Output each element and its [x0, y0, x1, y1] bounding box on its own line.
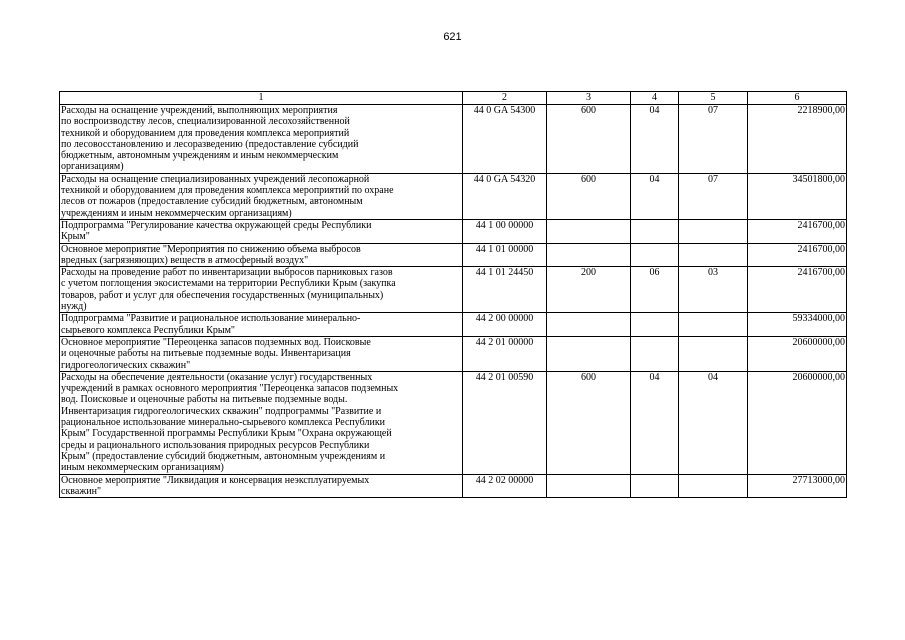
row-rz-cell: [631, 243, 679, 267]
table-row: [60, 474, 847, 498]
table-row: [60, 371, 847, 474]
row-sum-cell: 2416700,00: [748, 267, 847, 313]
row-name-cell: Подпрограмма "Регулирование качества окружающей среды Республики Крым": [60, 219, 463, 243]
row-name-cell: Расходы на обеспечение деятельности (оказание услуг) государственных учреждений в рамках основного мероприятия "Переоценка запасов подземных вод. Поисковые и оценочные работы на питьевые подземные воды. Инвентаризация гидрогеологических скважин" подпрограммы "Развитие и рациональное использование минерально-сырьевого комплекса Республики Крым" Государственной программы Республики Крым "Охрана окружающей среды и рационального использования природных ресурсов Республики Крым" (предоставление субсидий бюджетным, автономным учреждениям и иным некоммерческим организациям): [60, 371, 463, 474]
table-row: [60, 336, 847, 371]
row-rz-cell: 04: [631, 173, 679, 219]
table-row: [60, 243, 847, 267]
row-name-cell: Расходы на проведение работ по инвентаризации выбросов парниковых газов с учетом поглощения экосистемами на территории Республики Крым (закупка товаров, работ и услуг для обеспечения государственных (муниципальных) нужд): [60, 267, 463, 313]
row-pr-cell: [679, 474, 748, 498]
row-name-cell: Основное мероприятие "Переоценка запасов подземных вод. Поисковые и оценочные работы на питьевые подземные воды. Инвентаризация гидрогеологических скважин": [60, 336, 463, 371]
table-row: [60, 313, 847, 337]
row-code-cell: 44 2 01 00000: [463, 336, 547, 371]
row-name-cell: Расходы на оснащение учреждений, выполняющих мероприятия по воспроизводству лесов, специализированной лесохозяйственной техникой и оборудованием для проведения комплекса мероприятий по лесовосстановлению и лесоразведению (предоставление субсидий бюджетным, автономным учреждениям и иным некоммерческим организациям): [60, 105, 463, 174]
column-header-pr: 5: [679, 92, 748, 105]
row-name-cell: Основное мероприятие "Ликвидация и консервация неэксплуатируемых скважин": [60, 474, 463, 498]
row-rz-cell: [631, 313, 679, 337]
column-header-rz: 4: [631, 92, 679, 105]
row-pr-cell: [679, 243, 748, 267]
row-sum-cell: 27713000,00: [748, 474, 847, 498]
row-sum-cell: 20600000,00: [748, 336, 847, 371]
row-pr-cell: 04: [679, 371, 748, 474]
row-code-cell: 44 0 GA 54300: [463, 105, 547, 174]
row-vr-cell: 600: [547, 173, 631, 219]
row-vr-cell: 600: [547, 105, 631, 174]
row-code-cell: 44 1 00 00000: [463, 219, 547, 243]
row-pr-cell: 07: [679, 105, 748, 174]
row-code-cell: 44 0 GA 54320: [463, 173, 547, 219]
row-pr-cell: [679, 313, 748, 337]
column-header-vr: 3: [547, 92, 631, 105]
row-pr-cell: 03: [679, 267, 748, 313]
page-number: 621: [443, 31, 462, 43]
row-code-cell: 44 2 02 00000: [463, 474, 547, 498]
row-sum-cell: 2218900,00: [748, 105, 847, 174]
row-pr-cell: 07: [679, 173, 748, 219]
row-vr-cell: [547, 219, 631, 243]
row-name-cell: Подпрограмма "Развитие и рациональное использование минерально- сырьевого комплекса Республики Крым": [60, 313, 463, 337]
column-header-name: 1: [60, 92, 463, 105]
row-rz-cell: 04: [631, 105, 679, 174]
row-rz-cell: [631, 474, 679, 498]
row-sum-cell: 2416700,00: [748, 219, 847, 243]
row-code-cell: 44 1 01 24450: [463, 267, 547, 313]
row-pr-cell: [679, 219, 748, 243]
row-vr-cell: [547, 313, 631, 337]
row-pr-cell: [679, 336, 748, 371]
row-code-cell: 44 1 01 00000: [463, 243, 547, 267]
row-name-cell: Расходы на оснащение специализированных учреждений лесопожарной техникой и оборудованием для проведения комплекса мероприятий по охране лесов от пожаров (предоставление субсидий бюджетным, автономным учреждениям и иным некоммерческим организациям): [60, 173, 463, 219]
row-sum-cell: 2416700,00: [748, 243, 847, 267]
table-row: [60, 173, 847, 219]
column-header-code: 2: [463, 92, 547, 105]
table-row: [60, 105, 847, 174]
row-vr-cell: 200: [547, 267, 631, 313]
row-name-cell: Основное мероприятие "Мероприятия по снижению объема выбросов вредных (загрязняющих) веществ в атмосферный воздух": [60, 243, 463, 267]
row-vr-cell: 600: [547, 371, 631, 474]
table-header-row: [60, 92, 847, 105]
column-header-sum: 6: [748, 92, 847, 105]
row-rz-cell: 04: [631, 371, 679, 474]
row-sum-cell: 59334000,00: [748, 313, 847, 337]
row-vr-cell: [547, 243, 631, 267]
row-sum-cell: 20600000,00: [748, 371, 847, 474]
table-row: [60, 267, 847, 313]
row-rz-cell: [631, 336, 679, 371]
row-code-cell: 44 2 00 00000: [463, 313, 547, 337]
row-sum-cell: 34501800,00: [748, 173, 847, 219]
row-vr-cell: [547, 474, 631, 498]
row-rz-cell: 06: [631, 267, 679, 313]
row-rz-cell: [631, 219, 679, 243]
row-code-cell: 44 2 01 00590: [463, 371, 547, 474]
row-vr-cell: [547, 336, 631, 371]
table-row: [60, 219, 847, 243]
budget-table: [59, 91, 847, 498]
